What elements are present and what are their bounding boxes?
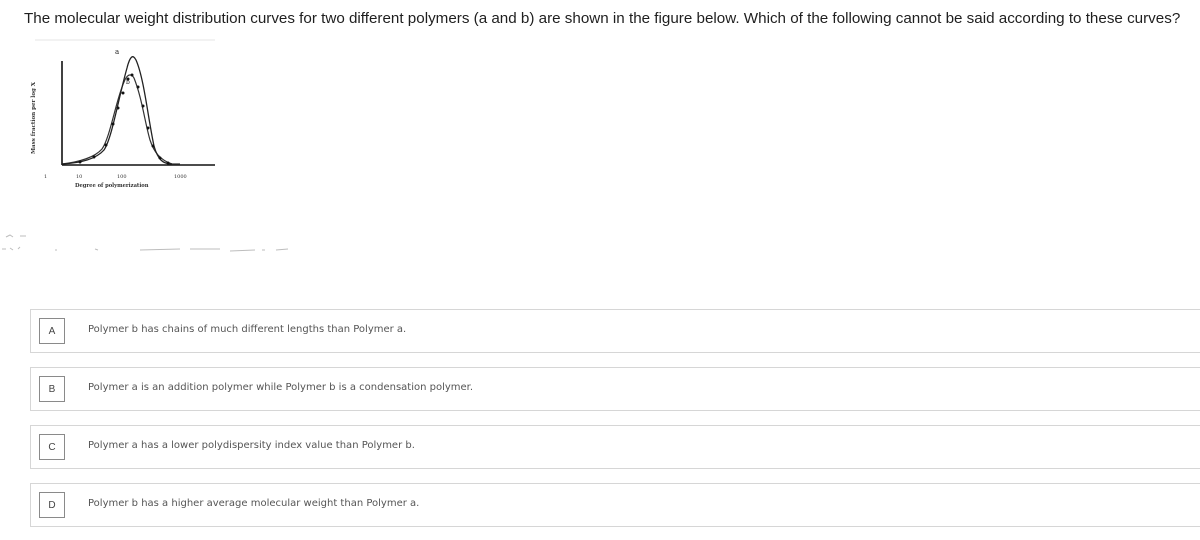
curve-point	[147, 127, 150, 130]
answer-option-c[interactable]	[30, 425, 1200, 469]
curve-point	[122, 92, 125, 95]
faint-marks	[0, 225, 420, 275]
answer-option-b[interactable]	[30, 367, 1200, 411]
answer-option-d[interactable]	[30, 483, 1200, 527]
curve-a	[62, 57, 172, 164]
x-axis-label: Degree of polymerization	[75, 183, 149, 189]
curve-label-a: a	[115, 48, 120, 56]
curve-point	[105, 144, 108, 147]
curve-point	[159, 157, 162, 160]
x-tick-label: 1	[44, 174, 48, 180]
curve-point	[131, 74, 134, 77]
answer-option-a[interactable]	[30, 309, 1200, 353]
option-text-a: Polymer b has chains of much different lengths than Polymer a.	[88, 324, 407, 335]
curve-point	[112, 123, 115, 126]
curve-point	[142, 105, 145, 108]
x-tick-label: 100	[117, 174, 127, 180]
curve-point	[79, 161, 82, 164]
option-letter-c[interactable]: C	[39, 434, 65, 460]
option-letter-d[interactable]: D	[39, 492, 65, 518]
option-letter-a[interactable]: A	[39, 318, 65, 344]
option-letter-b[interactable]: B	[39, 376, 65, 402]
curve-label-b: b	[126, 79, 130, 86]
option-text-c: Polymer a has a lower polydispersity index value than Polymer b.	[88, 440, 415, 451]
y-axis-label: Mass fraction per log X	[31, 81, 37, 155]
curve-b	[62, 75, 180, 164]
curve-point	[117, 107, 120, 110]
distribution-plot	[20, 38, 220, 198]
curve-point	[137, 86, 140, 89]
curve-point	[152, 145, 155, 148]
option-text-d: Polymer b has a higher average molecular weight than Polymer a.	[88, 498, 420, 509]
x-tick-label: 1000	[174, 174, 187, 180]
question-text: The molecular weight distribution curves for two different polymers (a and b) are shown in the figure below. Which of the following cannot be said according to these curves?	[24, 10, 1181, 27]
option-text-b: Polymer a is an addition polymer while Polymer b is a condensation polymer.	[88, 382, 474, 393]
distribution-figure	[20, 38, 220, 198]
x-tick-label: 10	[76, 174, 83, 180]
curve-point	[167, 162, 170, 165]
curve-point	[93, 156, 96, 159]
